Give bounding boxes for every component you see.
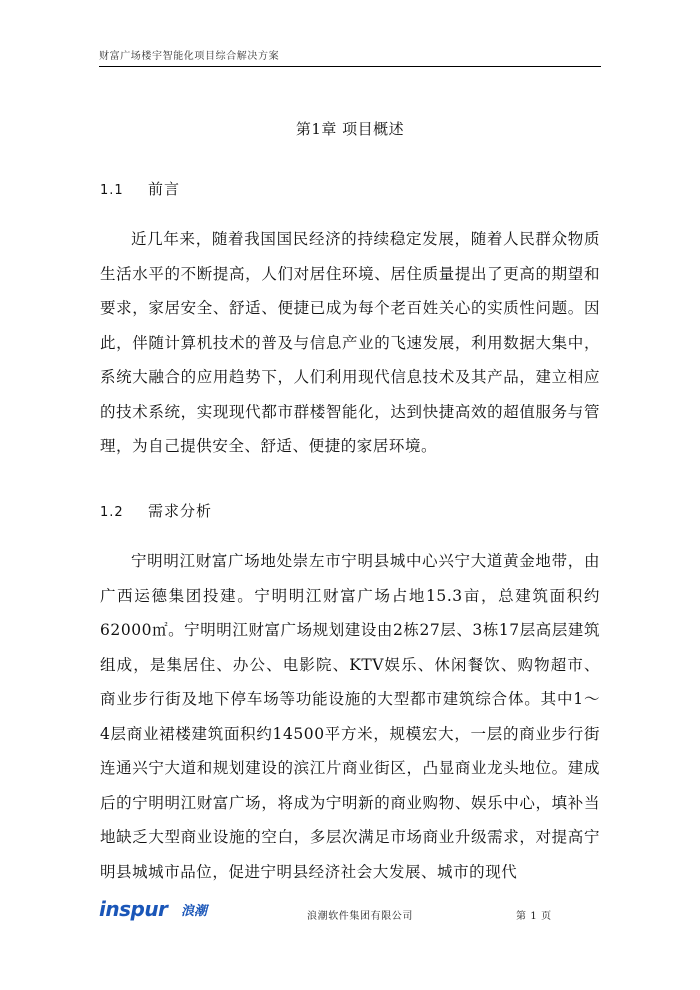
section-number: 1.2 xyxy=(100,505,124,520)
page-header xyxy=(99,47,601,62)
section-number: 1.1 xyxy=(100,183,124,198)
section-paragraph-requirements: 宁明明江财富广场地处崇左市宁明县城中心兴宁大道黄金地带，由广西运德集团投建。宁明明江财富广场占地15.3亩，总建筑面积约62000㎡。宁明明江财富广场规划建设由2栋27层、3栋17层高层建筑组成，是集居住、办公、电影院、KTV娱乐、休闲餐饮、购物超市、商业步行街及地下停车场等功能设施的大型都市建筑综合体。其中1～4层商业裙楼建筑面积约14500平方米，规模宏大，一层的商业步行街连通兴宁大道和规划建设的滨江片商业街区，凸显商业龙头地位。建成后的宁明明江财富广场，将成为宁明新的商业购物、娱乐中心，填补当地缺乏大型商业设施的空白，多层次满足市场商业升级需求，对提高宁明县城城市品位，促进宁明县经济社会大发展、城市的现代 xyxy=(100,552,600,881)
footer-company: 浪潮软件集团有限公司 xyxy=(307,911,413,922)
header-title: 财富广场楼宇智能化项目综合解决方案 xyxy=(99,51,280,62)
section-heading-1-1 xyxy=(100,178,180,199)
inspur-logo: inspur xyxy=(99,897,168,921)
section-heading-1-2 xyxy=(100,500,212,521)
section-title: 需求分析 xyxy=(148,502,213,520)
page-footer xyxy=(99,897,601,927)
section-title: 前言 xyxy=(148,180,181,198)
page-number: 第 1 页 xyxy=(516,911,552,922)
inspur-logo-cn: 浪潮 xyxy=(181,904,208,919)
section-paragraph-intro: 近几年来，随着我国国民经济的持续稳定发展，随着人民群众物质生活水平的不断提高，人们对居住环境、居住质量提出了更高的期望和要求，家居安全、舒适、便捷已成为每个老百姓关心的实质性问题。因此，伴随计算机技术的普及与信息产业的飞速发展，利用数据大集中，系统大融合的应用趋势下，人们利用现代信息技术及其产品，建立相应的技术系统，实现现代都市群楼智能化，达到快捷高效的超值服务与管理，为自己提供安全、舒适、便捷的家居环境。 xyxy=(100,230,600,455)
chapter-title: 第1章 项目概述 xyxy=(295,120,405,138)
header-divider xyxy=(99,66,601,67)
